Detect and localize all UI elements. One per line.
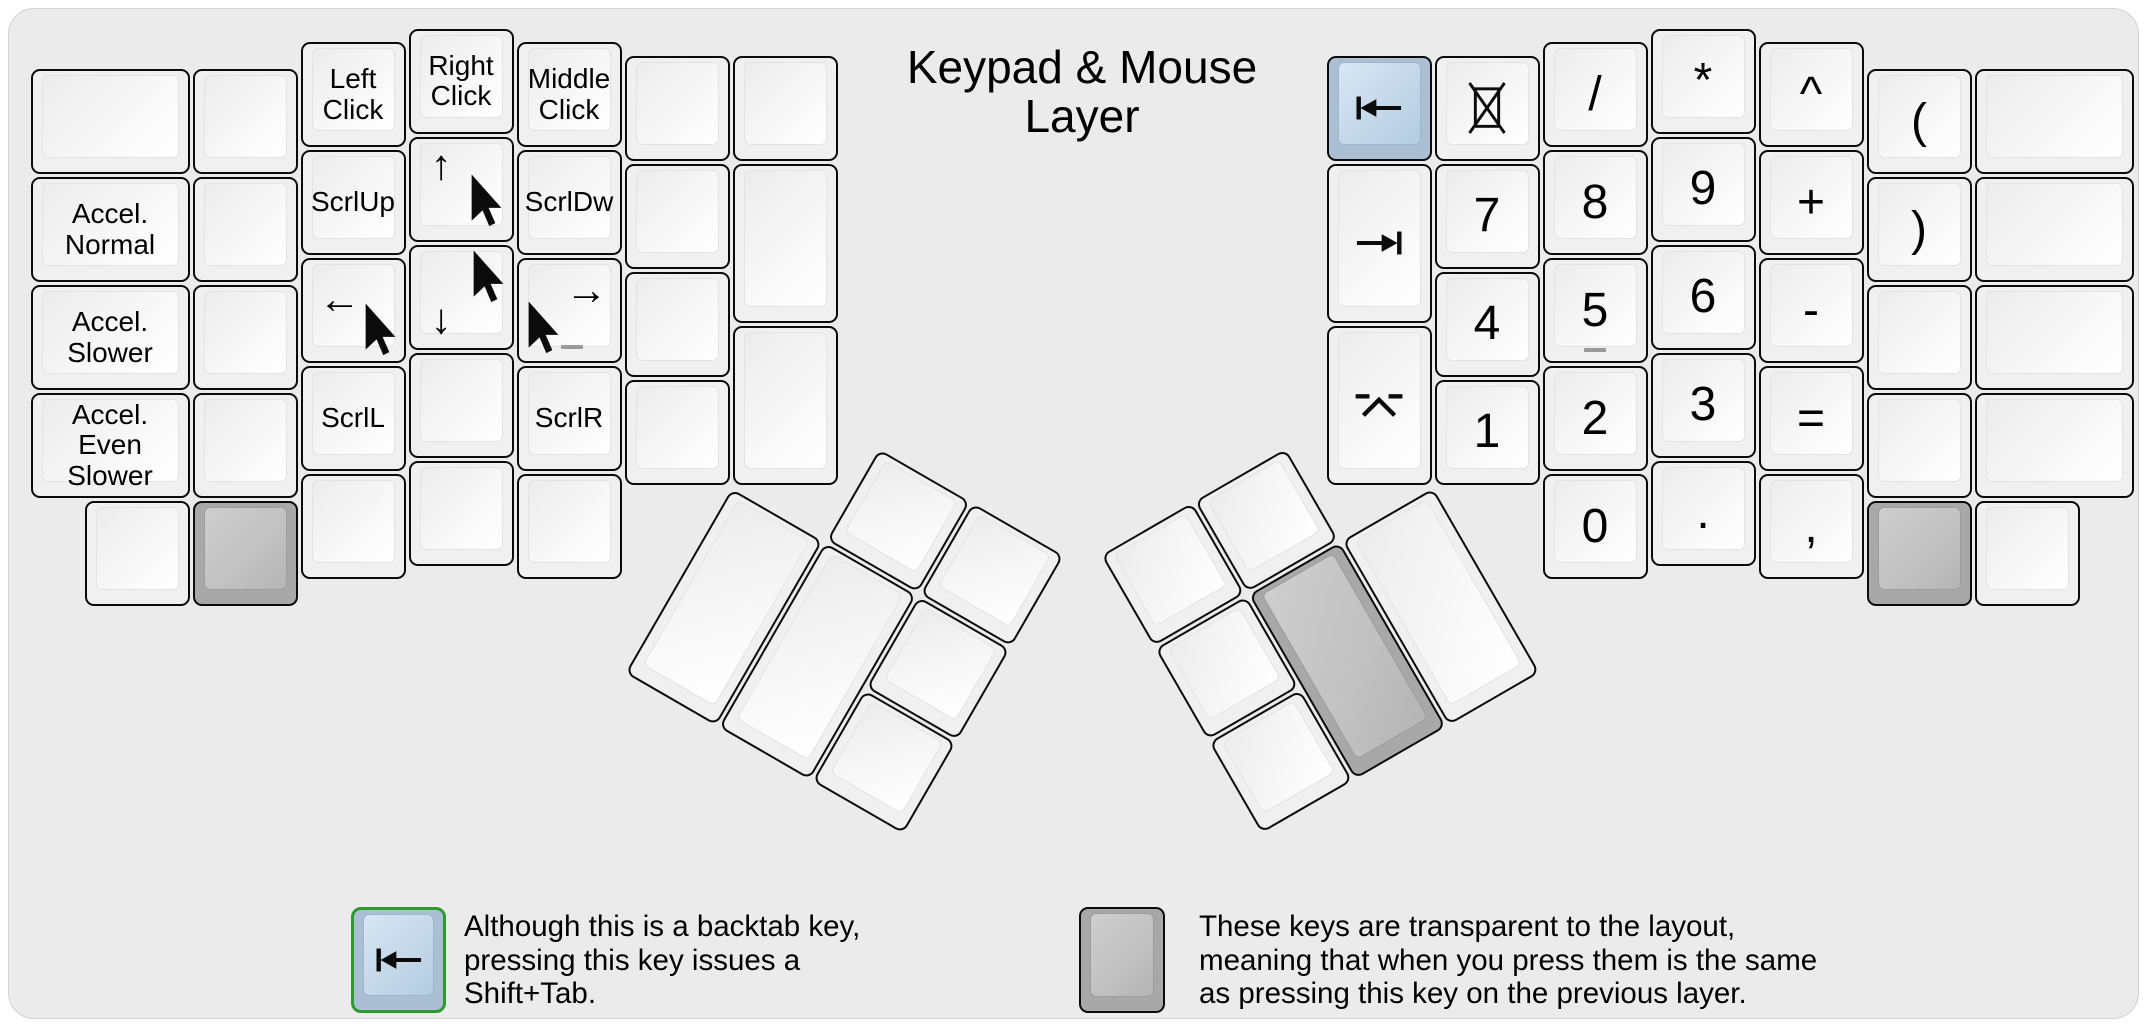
keytop xyxy=(844,459,957,572)
key-4[interactable] xyxy=(1435,272,1540,377)
keytop xyxy=(528,480,611,563)
keytop xyxy=(744,332,827,469)
keytop xyxy=(1986,75,2123,158)
title-line-2: Layer xyxy=(1024,90,1140,142)
keytop xyxy=(636,62,719,145)
key-close-paren[interactable] xyxy=(1867,177,1972,282)
keytop xyxy=(744,62,827,145)
key-blank[interactable] xyxy=(1975,177,2134,282)
keytop xyxy=(1878,399,1961,482)
key-label: 0 xyxy=(1581,499,1609,553)
page-title xyxy=(782,43,1382,141)
key-label: Accel. Normal xyxy=(64,198,156,260)
key-label: 4 xyxy=(1473,297,1501,350)
key-label: ^ xyxy=(1799,67,1823,121)
key-label: 9 xyxy=(1689,162,1717,215)
keytop xyxy=(1090,913,1154,997)
tab-icon xyxy=(1329,166,1430,321)
key-left-click[interactable] xyxy=(301,42,406,147)
keytop xyxy=(1878,507,1961,590)
key-plus[interactable] xyxy=(1759,150,1864,255)
enter-icon xyxy=(1329,328,1430,483)
keytop xyxy=(938,513,1051,626)
keytop xyxy=(1986,183,2123,266)
legend-transparent-line-3: as pressing this key on the previous layer. xyxy=(1199,977,1747,1010)
key-label: = xyxy=(1796,391,1826,445)
key-label: Left Click xyxy=(322,63,384,125)
key-period[interactable] xyxy=(1651,461,1756,566)
key-label: 3 xyxy=(1689,378,1717,431)
cursor-icon xyxy=(470,249,504,303)
key-transparent[interactable] xyxy=(1867,501,1972,606)
key-blank[interactable] xyxy=(517,474,622,579)
key-accel-normal[interactable] xyxy=(31,177,190,282)
keytop xyxy=(1207,459,1320,572)
key-9[interactable] xyxy=(1651,137,1756,242)
legend-transparent-line-2: meaning that when you press them is the same xyxy=(1199,943,1818,977)
key-label: Right Click xyxy=(428,49,494,111)
legend-backtab-text xyxy=(464,910,860,1011)
keytop xyxy=(312,480,395,563)
key-label: ) xyxy=(1911,202,1927,256)
key-label: ↓ xyxy=(430,295,452,343)
keytop xyxy=(1986,507,2069,590)
key-blank[interactable] xyxy=(193,177,298,282)
key-transparent[interactable] xyxy=(193,501,298,606)
key-label: + xyxy=(1796,175,1826,229)
keytop xyxy=(1986,291,2123,374)
key-blank[interactable] xyxy=(1975,393,2134,498)
legend-backtab-line-3: Shift+Tab. xyxy=(464,977,597,1010)
key-blank[interactable] xyxy=(1975,501,2080,606)
keytop xyxy=(636,386,719,469)
key-backtab[interactable] xyxy=(1327,56,1432,161)
key-label: 8 xyxy=(1581,175,1609,229)
key-mouse-right[interactable] xyxy=(517,258,622,363)
key-label: * xyxy=(1693,54,1713,107)
backtab-icon xyxy=(354,910,443,1010)
key-0[interactable] xyxy=(1543,474,1648,579)
key-blank[interactable] xyxy=(1975,285,2134,390)
key-mouse-left[interactable] xyxy=(301,258,406,363)
key-3[interactable] xyxy=(1651,353,1756,458)
key-comma[interactable] xyxy=(1759,474,1864,579)
key-tab[interactable] xyxy=(1327,164,1432,323)
keytop xyxy=(1986,399,2123,482)
key-scroll-right[interactable] xyxy=(517,366,622,471)
key-slash[interactable] xyxy=(1543,42,1648,147)
key-label: Middle Click xyxy=(527,63,611,125)
keytop xyxy=(420,359,503,442)
key-caret[interactable] xyxy=(1759,42,1864,147)
key-label: ScrlL xyxy=(321,402,385,434)
key-8[interactable] xyxy=(1543,150,1648,255)
key-blank[interactable] xyxy=(1867,393,1972,498)
key-accel-slower[interactable] xyxy=(31,285,190,390)
key-scroll-up[interactable] xyxy=(301,150,406,255)
key-blank[interactable] xyxy=(1867,285,1972,390)
backtab-icon xyxy=(1329,58,1430,159)
keytop xyxy=(1878,291,1961,374)
key-2[interactable] xyxy=(1543,366,1648,471)
cursor-icon xyxy=(525,300,559,354)
legend-backtab-key[interactable] xyxy=(351,907,446,1013)
key-label: 5 xyxy=(1581,283,1609,337)
key-label: , xyxy=(1804,499,1818,553)
key-equals[interactable] xyxy=(1759,366,1864,471)
key-blank[interactable] xyxy=(409,353,514,458)
key-label: / xyxy=(1588,67,1602,121)
dash-icon xyxy=(561,345,583,349)
key-label: → xyxy=(565,266,608,314)
key-label: Accel. Even Slower xyxy=(67,398,153,491)
key-blank[interactable] xyxy=(1975,69,2134,174)
key-5[interactable] xyxy=(1543,258,1648,363)
key-blank[interactable] xyxy=(409,461,514,566)
legend-transparent-key[interactable] xyxy=(1079,907,1165,1013)
keytop xyxy=(204,399,287,482)
legend-backtab-line-1: Although this is a backtab key, xyxy=(464,910,861,943)
key-right-click[interactable] xyxy=(409,29,514,134)
dash-icon xyxy=(1584,348,1606,352)
key-label: 1 xyxy=(1473,405,1501,458)
noop-icon xyxy=(1437,58,1538,159)
key-accel-even-slower[interactable] xyxy=(31,393,190,498)
key-label: 6 xyxy=(1689,270,1717,323)
key-scroll-left[interactable] xyxy=(301,366,406,471)
key-label: 7 xyxy=(1473,189,1501,242)
legend-transparent-line-1: These keys are transparent to the layout, xyxy=(1199,910,1736,943)
key-middle-click[interactable] xyxy=(517,42,622,147)
key-7[interactable] xyxy=(1435,164,1540,269)
keytop xyxy=(744,170,827,307)
key-label: ScrlR xyxy=(534,402,604,434)
key-label: ( xyxy=(1911,94,1927,148)
keytop xyxy=(636,170,719,253)
key-noop[interactable] xyxy=(1435,56,1540,161)
legend-backtab-line-2: pressing this key issues a xyxy=(464,943,801,977)
key-label: Accel. Slower xyxy=(67,306,153,368)
keytop xyxy=(636,278,719,361)
key-scroll-down[interactable] xyxy=(517,150,622,255)
key-label: ScrlDw xyxy=(524,186,614,218)
keytop xyxy=(204,507,287,590)
key-mouse-down[interactable] xyxy=(409,245,514,350)
key-label: 2 xyxy=(1581,391,1609,445)
keytop xyxy=(420,467,503,550)
key-blank[interactable] xyxy=(625,272,730,377)
key-blank[interactable] xyxy=(625,164,730,269)
keyboard-panel xyxy=(8,8,2139,1019)
keytop xyxy=(1113,513,1226,626)
key-blank[interactable] xyxy=(31,69,190,174)
key-open-paren[interactable] xyxy=(1867,69,1972,174)
key-blank[interactable] xyxy=(193,69,298,174)
keytop xyxy=(42,75,179,158)
keytop xyxy=(96,507,179,590)
key-blank[interactable] xyxy=(625,56,730,161)
key-blank[interactable] xyxy=(733,326,838,485)
key-label: ↑ xyxy=(430,140,452,188)
key-blank[interactable] xyxy=(193,285,298,390)
cursor-icon xyxy=(468,173,502,227)
key-6[interactable] xyxy=(1651,245,1756,350)
keytop xyxy=(204,75,287,158)
keytop xyxy=(204,291,287,374)
key-asterisk[interactable] xyxy=(1651,29,1756,134)
title-line-1: Keypad & Mouse xyxy=(906,41,1258,93)
key-blank[interactable] xyxy=(193,393,298,498)
key-blank[interactable] xyxy=(625,380,730,485)
key-blank[interactable] xyxy=(733,56,838,161)
key-1[interactable] xyxy=(1435,380,1540,485)
key-label: . xyxy=(1696,486,1710,539)
key-blank[interactable] xyxy=(301,474,406,579)
key-enter[interactable] xyxy=(1327,326,1432,485)
key-blank[interactable] xyxy=(733,164,838,323)
key-mouse-up[interactable] xyxy=(409,137,514,242)
key-blank[interactable] xyxy=(85,501,190,606)
key-label: - xyxy=(1803,283,1819,337)
key-minus[interactable] xyxy=(1759,258,1864,363)
legend-transparent-text xyxy=(1199,910,1817,1011)
cursor-icon xyxy=(362,302,396,356)
key-label: ScrlUp xyxy=(310,186,395,218)
key-label: ← xyxy=(318,275,361,323)
keytop xyxy=(204,183,287,266)
